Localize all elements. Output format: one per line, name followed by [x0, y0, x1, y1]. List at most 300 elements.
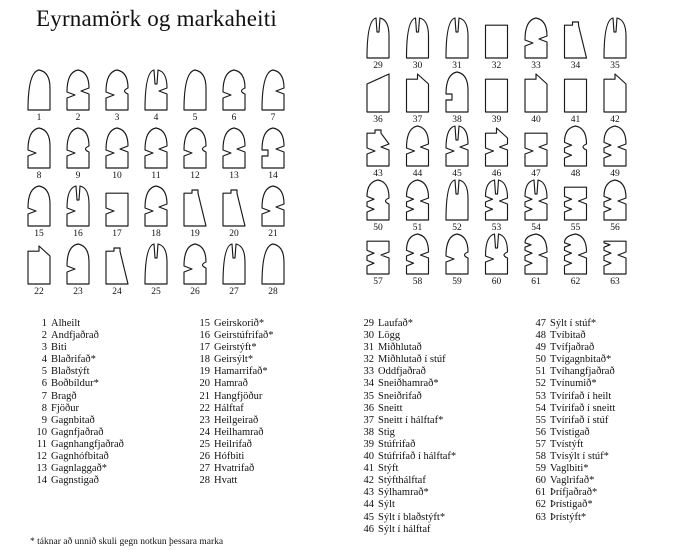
legend-number: 41 [363, 463, 374, 475]
legend-item [30, 330, 124, 342]
legend-item [529, 330, 615, 342]
legend-number: 48 [535, 330, 546, 342]
legend-item [193, 463, 273, 475]
legend-item [357, 330, 456, 342]
page-title: Eyrnamörk og markaheiti [36, 6, 277, 31]
legend-name: Stýfthálftaf [378, 475, 426, 487]
legend-number: 14 [36, 475, 47, 487]
ear-mark-number: 47 [531, 169, 541, 179]
legend-number: 3 [41, 342, 47, 354]
legend-number: 21 [199, 390, 210, 402]
ear-mark-29 [367, 18, 389, 71]
ear-mark-number: 6 [231, 113, 237, 123]
legend-number: 60 [535, 475, 546, 487]
ear-outline [525, 18, 547, 58]
ear-outline [67, 244, 89, 284]
ear-mark-14 [262, 128, 284, 181]
ear-mark-number: 23 [73, 287, 83, 297]
legend-item [193, 475, 273, 487]
ear-mark-22 [28, 246, 50, 297]
legend-number: 5 [41, 366, 47, 378]
ear-outline [367, 180, 389, 220]
legend-number: 16 [199, 330, 210, 342]
ear-outline [262, 186, 284, 226]
ear-mark-33 [525, 18, 547, 71]
ear-mark-number: 44 [412, 169, 423, 179]
legend-name: Tvírifað í sneitt [550, 402, 616, 414]
legend-name: Sýlt í blaðstýft* [378, 511, 446, 523]
legend-item [30, 439, 124, 451]
legend-number: 37 [363, 414, 374, 426]
legend-item [357, 451, 456, 463]
legend-item [529, 475, 615, 487]
ear-mark-50 [367, 180, 389, 233]
ear-mark-number: 28 [268, 287, 278, 297]
legend-item [193, 378, 273, 390]
ear-outline [106, 248, 128, 284]
ear-outline [145, 70, 167, 110]
legend-name: Blaðstýft [51, 366, 90, 378]
ear-mark-number: 4 [153, 113, 159, 123]
ear-mark-number: 15 [34, 229, 44, 239]
legend-name: Hálftaf [214, 402, 244, 414]
ear-mark-number: 24 [112, 287, 122, 297]
ear-outline [565, 79, 587, 112]
ear-mark-number: 5 [192, 113, 198, 123]
ear-outline [565, 187, 587, 220]
ear-outline [525, 180, 547, 220]
ear-outline [486, 180, 508, 220]
legend-number: 12 [36, 451, 47, 463]
legend-name: Gagnbitað [51, 414, 95, 426]
legend-name: Gagnfjaðrað [51, 426, 104, 438]
ear-outline [446, 72, 468, 112]
legend-number: 63 [535, 511, 546, 523]
legend-number: 50 [535, 354, 546, 366]
ear-mark-number: 63 [610, 277, 620, 287]
legend-number: 24 [199, 426, 210, 438]
ear-mark-number: 49 [610, 169, 620, 179]
ear-mark-number: 22 [34, 287, 44, 297]
legend-column-3 [357, 318, 456, 536]
footnote: * táknar að unnið skuli gegn notkun þessara marka [30, 537, 224, 547]
legend-number: 10 [36, 426, 47, 438]
legend-item [193, 330, 273, 342]
ear-outline [184, 244, 206, 284]
legend-item [30, 391, 124, 403]
legend-name: Tvífjaðrað [550, 342, 595, 354]
legend-item [193, 318, 273, 330]
legend-name: Geirstúfrifað* [214, 330, 274, 342]
legend-item [193, 354, 273, 366]
legend-item [529, 403, 615, 415]
ear-mark-number: 41 [570, 115, 581, 125]
legend-name: Gagnhófbitað [51, 451, 109, 463]
ear-outline [67, 70, 89, 110]
legend-number: 23 [199, 414, 210, 426]
ear-outline [525, 234, 547, 274]
ear-mark-number: 26 [190, 287, 200, 297]
legend-name: Geirskorið* [214, 318, 265, 329]
legend-name: Tvísýlt í stúf* [550, 451, 609, 463]
ear-outline [407, 74, 429, 112]
legend-item [193, 342, 273, 354]
legend-number: 15 [199, 318, 210, 329]
ear-mark-25 [145, 244, 167, 297]
ear-mark-15 [28, 186, 50, 239]
legend-item [357, 354, 456, 366]
ear-mark-21 [262, 186, 284, 239]
ear-outline [28, 186, 50, 226]
ear-mark-30 [407, 18, 429, 71]
legend-number: 20 [199, 378, 210, 390]
legend-number: 40 [363, 451, 374, 463]
legend-name: Tvístigað [550, 426, 590, 438]
ear-mark-19 [184, 190, 206, 239]
legend-name: Alheilt [51, 318, 81, 329]
legend-item [357, 439, 456, 451]
ear-outline [525, 74, 547, 112]
legend-name: Stúfrifað [378, 438, 416, 450]
ear-mark-number: 11 [151, 171, 161, 181]
ear-outline [28, 70, 50, 110]
ear-outline [223, 128, 245, 168]
ear-mark-51 [407, 180, 429, 233]
ear-outline [407, 234, 429, 274]
legend-number: 36 [363, 402, 374, 414]
ear-outline [145, 186, 167, 226]
legend-name: Sneiðrifað [378, 390, 422, 402]
legend-column-1 [30, 318, 124, 487]
ear-mark-10 [106, 128, 128, 181]
ear-outline [106, 193, 128, 226]
legend-name: Andfjaðrað [51, 330, 99, 342]
legend-item [30, 451, 124, 463]
ear-outline [367, 241, 389, 274]
legend-name: Tvígagnbitað* [550, 354, 612, 366]
ear-mark-61 [525, 234, 547, 287]
ear-mark-number: 60 [491, 277, 502, 287]
ear-mark-number: 25 [151, 287, 161, 297]
legend-name: Sneitt [378, 402, 403, 414]
ear-mark-3 [106, 70, 128, 123]
legend-number: 6 [41, 378, 47, 390]
ear-outline [486, 25, 508, 58]
legend-item [357, 378, 456, 390]
ear-mark-number: 20 [229, 229, 239, 239]
legend-item [529, 318, 615, 330]
legend-item [30, 403, 124, 415]
legend-name: Hvatrifað [214, 463, 255, 475]
legend-item [30, 463, 124, 475]
legend-name: Oddfjaðrað [378, 366, 426, 378]
ear-mark-42 [604, 74, 626, 125]
ear-outline [67, 186, 89, 226]
legend-number: 18 [199, 354, 210, 366]
ear-outline [262, 244, 284, 284]
ear-mark-number: 53 [491, 223, 502, 233]
legend-item [30, 475, 124, 487]
ear-mark-number: 56 [610, 223, 620, 233]
ear-mark-number: 48 [570, 169, 581, 179]
legend-name: Hamrað [214, 378, 248, 390]
legend-number: 44 [363, 499, 374, 511]
ear-mark-number: 35 [610, 61, 620, 71]
ear-mark-number: 27 [229, 287, 239, 297]
ear-outline [486, 234, 508, 274]
legend-item [357, 463, 456, 475]
legend-item [529, 366, 615, 378]
legend-item [193, 391, 273, 403]
ear-outline [407, 180, 429, 220]
legend-number: 17 [199, 342, 210, 354]
legend-number: 49 [535, 342, 546, 354]
ear-mark-35 [604, 18, 626, 71]
ear-mark-43 [367, 130, 389, 179]
ear-outline [604, 180, 626, 220]
legend-item [357, 512, 456, 524]
ear-mark-number: 9 [75, 171, 81, 181]
ear-mark-34 [565, 22, 587, 71]
legend-number: 8 [41, 402, 47, 414]
legend-name: Hvatt [214, 475, 238, 487]
legend-name: Boðbíldur* [51, 378, 99, 390]
ear-mark-number: 34 [570, 61, 581, 71]
ear-mark-number: 61 [531, 277, 541, 287]
ear-mark-number: 2 [75, 113, 81, 123]
legend-item [193, 427, 273, 439]
ear-mark-number: 40 [531, 115, 541, 125]
legend-number: 31 [363, 342, 374, 354]
ear-mark-52 [446, 180, 468, 233]
ear-mark-53 [486, 180, 508, 233]
ear-mark-number: 59 [452, 277, 462, 287]
ear-outline [565, 234, 587, 274]
legend-item [357, 342, 456, 354]
legend-item [529, 487, 615, 499]
ear-outline [446, 126, 468, 166]
ear-mark-63 [604, 241, 626, 287]
legend-name: Sýlt í stúf* [550, 318, 597, 329]
legend-number: 52 [535, 378, 546, 390]
ear-mark-57 [367, 241, 389, 287]
legend-name: Heilrifað [214, 438, 252, 450]
legend-name: Þrístýft* [550, 511, 587, 523]
ear-mark-number: 19 [190, 229, 200, 239]
ear-outline [184, 128, 206, 168]
ear-outline [262, 70, 284, 110]
legend-name: Sýlt [378, 499, 395, 511]
ear-mark-number: 31 [452, 61, 462, 71]
legend-item [357, 403, 456, 415]
ear-mark-26 [184, 244, 206, 297]
ear-mark-58 [407, 234, 429, 287]
legend-name: Miðhlutað í stúf [378, 354, 446, 366]
legend-name: Vaglrifað* [550, 475, 595, 487]
legend-number: 53 [535, 390, 546, 402]
legend-name: Gagnlaggað* [51, 463, 107, 475]
ear-outline [367, 18, 389, 58]
ear-outline [367, 130, 389, 166]
legend-number: 59 [535, 463, 546, 475]
legend-number: 33 [363, 366, 374, 378]
legend-item [529, 415, 615, 427]
legend-number: 34 [363, 378, 374, 390]
legend-name: Þrístigað* [550, 499, 593, 511]
ear-mark-31 [446, 18, 468, 71]
legend-name: Bragð [51, 390, 77, 402]
ear-mark-16 [67, 186, 89, 239]
legend-number: 54 [535, 402, 546, 414]
legend-number: 57 [535, 438, 546, 450]
legend-item [30, 354, 124, 366]
ear-mark-number: 43 [373, 169, 383, 179]
legend-number: 9 [41, 414, 47, 426]
legend-name: Þrífjaðrað* [550, 487, 598, 499]
legend-number: 25 [199, 438, 210, 450]
ear-mark-38 [446, 72, 468, 125]
ear-outline [565, 126, 587, 166]
ear-outline [446, 18, 468, 58]
legend-item [357, 391, 456, 403]
ear-mark-9 [67, 128, 89, 181]
legend-number: 7 [41, 390, 47, 402]
legend-number: 38 [363, 426, 374, 438]
legend-name: Laufað* [378, 318, 413, 329]
ear-mark-44 [407, 126, 429, 179]
ear-outline [446, 180, 468, 220]
legend-name: Vaglbiti* [550, 463, 589, 475]
legend-item [529, 342, 615, 354]
legend-number: 45 [363, 511, 374, 523]
legend-name: Tvíhangfjaðrað [550, 366, 615, 378]
legend-item [529, 463, 615, 475]
ear-mark-number: 55 [570, 223, 581, 233]
ear-mark-number: 58 [412, 277, 423, 287]
ear-mark-6 [223, 70, 245, 123]
legend-item [357, 415, 456, 427]
ear-mark-number: 57 [373, 277, 383, 287]
legend-number: 1 [41, 318, 47, 329]
ear-mark-47 [525, 133, 547, 179]
ear-mark-1 [28, 70, 50, 123]
legend-number: 39 [363, 438, 374, 450]
ear-mark-number: 8 [36, 171, 42, 181]
legend-number: 43 [363, 487, 374, 499]
legend-number: 2 [41, 330, 47, 342]
legend-number: 47 [535, 318, 546, 329]
legend-item [30, 342, 124, 354]
legend-name: Fjöður [51, 402, 80, 414]
legend-item [30, 378, 124, 390]
legend-item [357, 499, 456, 511]
ear-mark-49 [604, 126, 626, 179]
legend-number: 61 [535, 487, 546, 499]
ear-mark-20 [223, 190, 245, 239]
legend-name: Tvírifað í heilt [550, 390, 612, 402]
ear-mark-number: 12 [190, 171, 200, 181]
ear-mark-12 [184, 128, 206, 181]
ear-mark-46 [486, 128, 508, 179]
legend-name: Blaðrifað* [51, 354, 96, 366]
ear-outline [223, 190, 245, 226]
ear-outline [145, 128, 167, 168]
legend-name: Sneitt í hálftaf* [378, 414, 444, 426]
ear-outline [604, 18, 626, 58]
ear-mark-41 [565, 79, 587, 125]
ear-mark-13 [223, 128, 245, 181]
legend-name: Sýlt í hálftaf [378, 523, 431, 535]
legend-name: Gagnstigað [51, 475, 99, 487]
legend-item [30, 366, 124, 378]
ear-mark-60 [486, 234, 508, 287]
ear-mark-number: 62 [570, 277, 581, 287]
ear-outline [407, 18, 429, 58]
legend-number: 22 [199, 402, 210, 414]
ear-mark-number: 21 [268, 229, 278, 239]
legend-item [30, 427, 124, 439]
legend-item [357, 427, 456, 439]
ear-mark-7 [262, 70, 284, 123]
ear-mark-27 [223, 244, 245, 297]
ear-mark-number: 29 [373, 61, 383, 71]
ear-mark-number: 39 [491, 115, 502, 125]
legend-name: Heilgeirað [214, 414, 259, 426]
ear-outline [446, 234, 468, 274]
legend-number: 19 [199, 366, 210, 378]
ear-mark-40 [525, 74, 547, 125]
ear-outline [604, 241, 626, 274]
legend-name: Hófbiti [214, 451, 245, 463]
legend-name: Miðhlutað [378, 342, 422, 354]
ear-outline [28, 246, 50, 284]
legend-item [529, 427, 615, 439]
ear-mark-number: 42 [610, 115, 620, 125]
ear-mark-number: 18 [151, 229, 161, 239]
ear-mark-55 [565, 187, 587, 233]
ear-outline [525, 133, 547, 166]
legend-item [193, 366, 273, 378]
ear-mark-number: 10 [112, 171, 122, 181]
ear-mark-37 [407, 74, 429, 125]
ear-mark-number: 16 [73, 229, 83, 239]
ear-mark-number: 30 [412, 61, 423, 71]
legend-item [529, 354, 615, 366]
legend-name: Stúfrifað í hálftaf* [378, 451, 457, 463]
legend-item [357, 318, 456, 330]
legend-number: 4 [41, 354, 47, 366]
legend-number: 62 [535, 499, 546, 511]
ear-outline [223, 244, 245, 284]
ear-mark-number: 14 [268, 171, 278, 181]
legend-name: Biti [51, 342, 67, 354]
legend-item [193, 403, 273, 415]
ear-mark-2 [67, 70, 89, 123]
legend-number: 30 [363, 330, 374, 342]
ear-mark-56 [604, 180, 626, 233]
ear-mark-number: 33 [531, 61, 541, 71]
legend-number: 51 [535, 366, 546, 378]
legend-item [357, 524, 456, 536]
legend-name: Tvínumið* [550, 378, 597, 390]
legend-number: 26 [199, 451, 210, 463]
ear-mark-18 [145, 186, 167, 239]
ear-mark-number: 7 [270, 113, 276, 123]
ear-mark-48 [565, 126, 587, 179]
legend-name: Geirstýft* [214, 342, 257, 354]
ear-mark-number: 36 [373, 115, 383, 125]
legend-item [529, 391, 615, 403]
